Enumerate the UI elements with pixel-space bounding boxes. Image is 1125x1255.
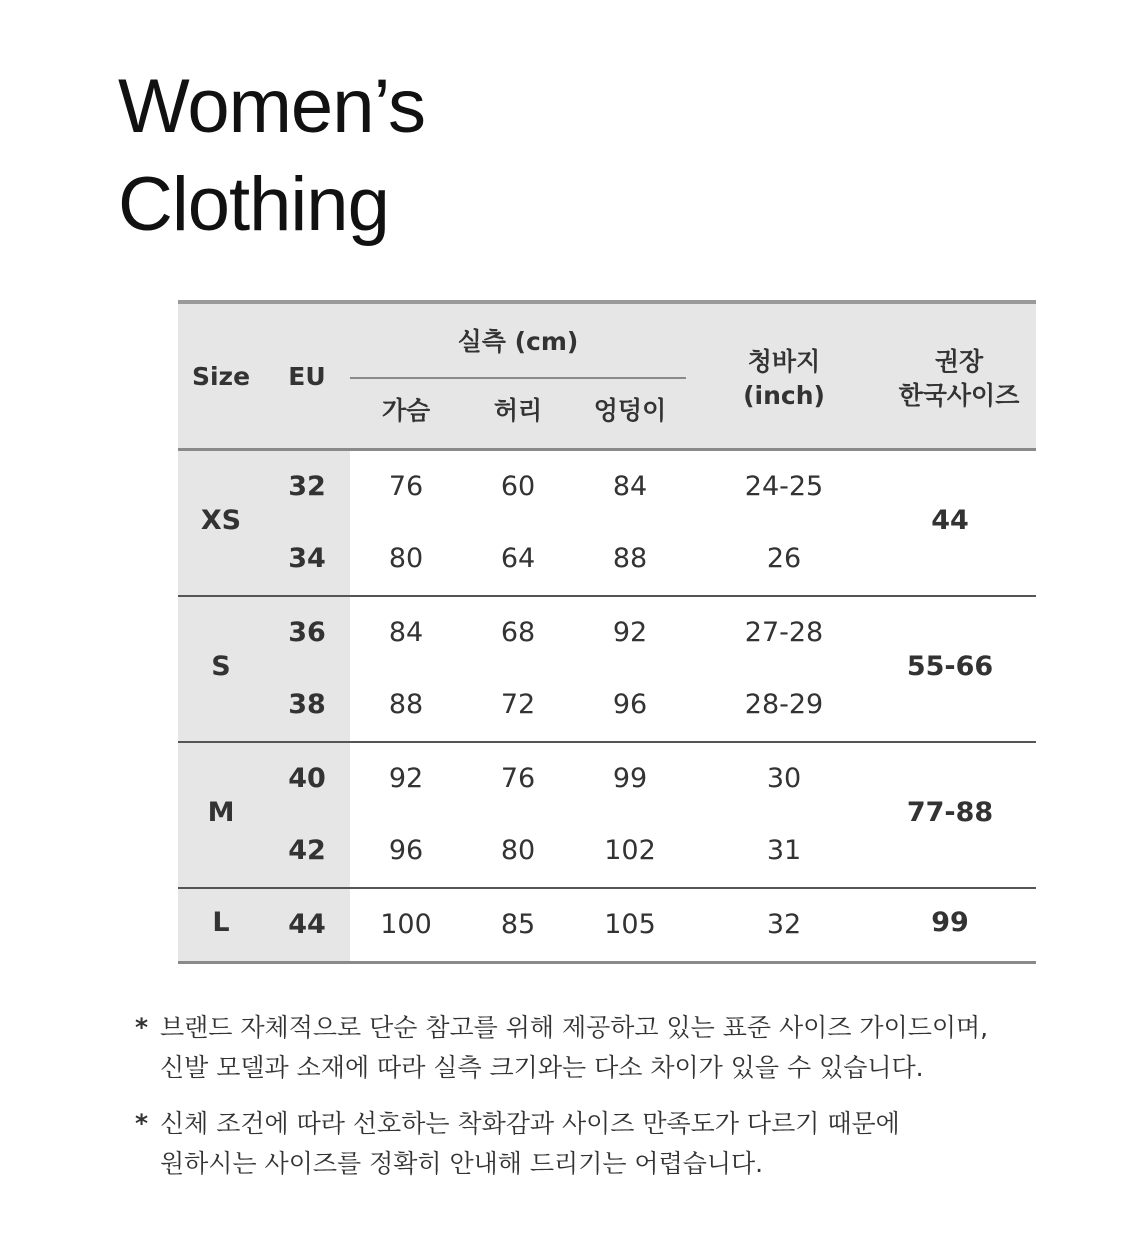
size-group-xs: [178, 451, 1036, 595]
jeans-cell: 32: [766, 909, 802, 940]
size-label: XS: [200, 505, 242, 536]
table-row: [178, 889, 1036, 961]
size-label: M: [207, 797, 235, 828]
note-line: 원하시는 사이즈를 정확히 안내해 드리기는 어렵습니다.: [160, 1149, 764, 1178]
header-eu: EU: [288, 362, 326, 391]
note-line: 브랜드 자체적으로 단순 참고를 위해 제공하고 있는 표준 사이즈 가이드이며,: [160, 1013, 989, 1042]
chest-cell: 100: [380, 909, 432, 940]
size-group-s: [178, 597, 1036, 741]
hip-cell: 99: [612, 763, 648, 794]
chest-cell: 92: [388, 763, 424, 794]
chest-cell: 84: [388, 617, 424, 648]
header-jeans-line-1: 청바지: [747, 347, 821, 376]
waist-cell: 64: [500, 543, 536, 574]
hip-cell: 88: [612, 543, 648, 574]
note-line: 신체 조건에 따라 선호하는 착화감과 사이즈 만족도가 다르기 때문에: [160, 1109, 900, 1138]
chest-cell: 80: [388, 543, 424, 574]
waist-cell: 72: [500, 689, 536, 720]
table-row: [178, 451, 1036, 523]
hip-cell: 84: [612, 471, 648, 502]
size-label: S: [211, 651, 231, 682]
table-row: [178, 597, 1036, 669]
eu-cell: 42: [288, 835, 326, 866]
page-title: [118, 58, 425, 254]
jeans-cell: 24-25: [744, 471, 824, 502]
note-item: [135, 1008, 1095, 1088]
header-measure: 실측 (cm): [457, 327, 579, 356]
eu-cell: 32: [288, 471, 326, 502]
header-kr-line-2: 한국사이즈: [898, 381, 1020, 410]
jeans-cell: 31: [766, 835, 802, 866]
header-waist: 허리: [493, 396, 543, 425]
title-line-2: Clothing: [118, 162, 389, 247]
note-item: [135, 1104, 1095, 1184]
header-size: Size: [191, 362, 251, 391]
jeans-cell: 30: [766, 763, 802, 794]
table-row: [178, 669, 1036, 741]
asterisk: *: [135, 1013, 149, 1042]
eu-cell: 36: [288, 617, 326, 648]
size-chart-table: [178, 300, 1036, 964]
recommended-kr-size: 99: [931, 907, 969, 938]
size-group-l: [178, 889, 1036, 961]
waist-cell: 80: [500, 835, 536, 866]
note-line: 신발 모델과 소재에 따라 실측 크기와는 다소 차이가 있을 수 있습니다.: [160, 1053, 924, 1082]
hip-cell: 102: [604, 835, 656, 866]
table-row: [178, 743, 1036, 815]
header-kr-line-1: 권장: [934, 347, 984, 376]
table-row: [178, 523, 1036, 595]
table-bottom-rule: [178, 961, 1036, 964]
jeans-cell: 26: [766, 543, 802, 574]
table-header: [178, 304, 1036, 448]
header-sub-rule: [350, 377, 686, 379]
recommended-kr-size: 77-88: [906, 797, 994, 828]
notes: [135, 1008, 1095, 1200]
eu-cell: 38: [288, 689, 326, 720]
chest-cell: 88: [388, 689, 424, 720]
eu-cell: 34: [288, 543, 326, 574]
header-jeans-line-2: (inch): [743, 381, 825, 410]
waist-cell: 60: [500, 471, 536, 502]
eu-cell: 40: [288, 763, 326, 794]
jeans-cell: 27-28: [744, 617, 824, 648]
chest-cell: 76: [388, 471, 424, 502]
waist-cell: 76: [500, 763, 536, 794]
jeans-cell: 28-29: [744, 689, 824, 720]
hip-cell: 96: [612, 689, 648, 720]
waist-cell: 85: [500, 909, 536, 940]
size-label: L: [212, 907, 230, 938]
size-group-m: [178, 743, 1036, 887]
title-line-1: Women’s: [118, 64, 425, 149]
header-chest: 가슴: [381, 396, 431, 425]
asterisk: *: [135, 1109, 149, 1138]
hip-cell: 105: [604, 909, 656, 940]
header-hip: 엉덩이: [593, 396, 667, 425]
eu-cell: 44: [288, 909, 326, 940]
chest-cell: 96: [388, 835, 424, 866]
recommended-kr-size: 55-66: [906, 651, 994, 682]
table-row: [178, 815, 1036, 887]
recommended-kr-size: 44: [931, 505, 969, 536]
waist-cell: 68: [500, 617, 536, 648]
hip-cell: 92: [612, 617, 648, 648]
